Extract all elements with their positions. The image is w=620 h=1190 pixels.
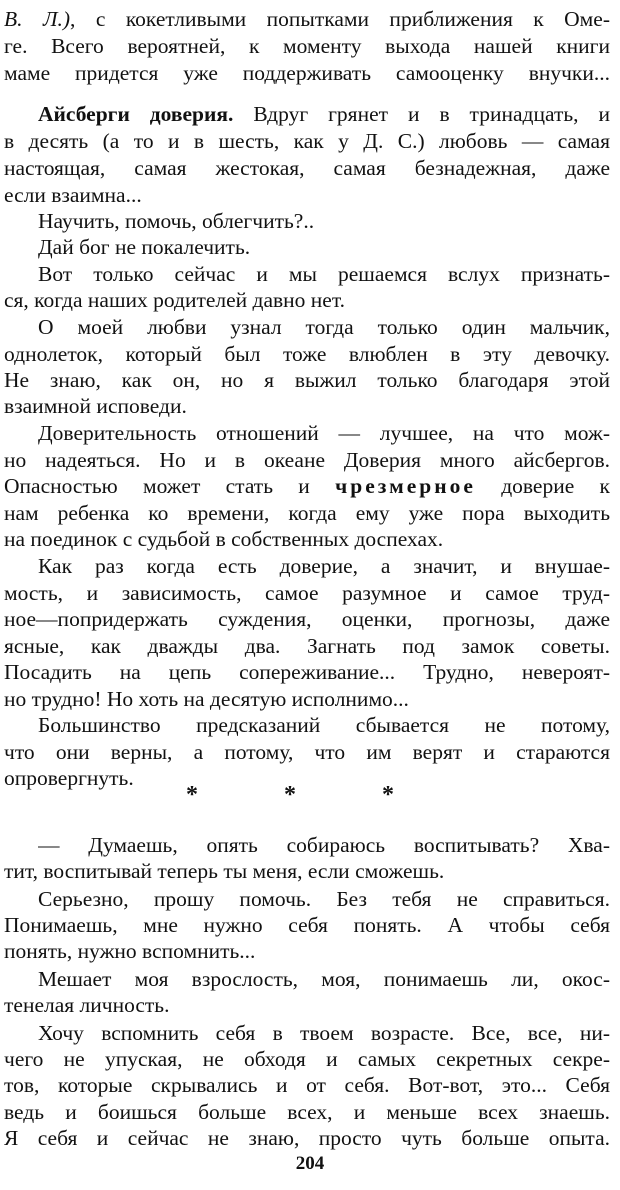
text-line: чего не упуская, не обходя и самых секретных секре- xyxy=(4,1047,610,1071)
text-line: на поединок с судьбой в собственных доспехах. xyxy=(4,527,444,551)
text-line: Большинство предсказаний сбывается не потому, xyxy=(38,713,610,737)
text-line xyxy=(4,6,610,32)
text-line: если взаимна... xyxy=(4,183,142,207)
text-line: ге. Всего вероятней, к моменту выхода нашей книги xyxy=(4,34,610,58)
text-line: Вот только сейчас и мы решаемся вслух признать- xyxy=(38,262,610,286)
text-line: тенелая личность. xyxy=(4,993,170,1017)
text-line: Дай бог не покалечить. xyxy=(38,235,251,259)
page-number: 204 xyxy=(295,1153,325,1174)
text-line: но трудно! Но хоть на десятую исполнимо... xyxy=(4,687,409,711)
spaced-emphasis: чрезмерное xyxy=(335,474,476,498)
text-line: Доверительность отношений — лучшее, на что мож- xyxy=(38,421,610,445)
text-line: настоящая, самая жестокая, самая безнадежная, даже xyxy=(4,156,610,180)
initials-text: В. Л.) xyxy=(4,7,71,31)
text-line: нам ребенка ко времени, когда ему уже пора выходить xyxy=(4,501,610,525)
text-line: но надеяться. Но и в океане Доверия много айсбергов. xyxy=(4,448,610,472)
text-line: — Думаешь, опять собираюсь воспитывать? Хва- xyxy=(38,833,610,857)
text-line: ведь и боишься больше всех, и меньше всех знаешь. xyxy=(4,1100,610,1124)
text-line: понять, нужно вспомнить... xyxy=(4,939,256,963)
section-heading: Айсберги доверия. xyxy=(38,102,234,126)
text-line xyxy=(4,473,610,499)
text-line: Понимаешь, мне нужно себя понять. А чтобы себя xyxy=(4,913,610,937)
text-line: Серьезно, прошу помочь. Без тебя не справиться. xyxy=(38,887,610,911)
text-line: тит, воспитывай теперь ты меня, если сможешь. xyxy=(4,859,445,883)
line-text: , с кокетливыми попытками приближения к Оме- xyxy=(70,7,610,31)
text-line: Не знаю, как он, но я выжил только благодаря этой xyxy=(4,368,610,392)
text-line: ся, когда наших родителей давно нет. xyxy=(4,288,346,312)
text-line: Научить, помочь, облегчить?.. xyxy=(38,209,315,233)
text-line: Хочу вспомнить себя в твоем возрасте. Все, все, ни- xyxy=(38,1021,610,1045)
text-line: мость, и зависимость, самое разумное и самое труд- xyxy=(4,581,610,605)
text-line: О моей любви узнал тогда только один мальчик, xyxy=(38,315,610,339)
text-line xyxy=(38,101,610,127)
section-separator: * * * xyxy=(186,782,434,808)
text-line: ное—попридержать суждения, оценки, прогнозы, даже xyxy=(4,607,610,631)
text-line: маме придется уже поддерживать самооценку внучки... xyxy=(4,61,610,85)
text-line: что они верны, а потому, что им верят и стараются xyxy=(4,740,610,764)
line-text: доверие к xyxy=(475,474,610,498)
line-text: Вдруг грянет и в тринадцать, и xyxy=(233,102,610,126)
line-text: Опасностью может стать и xyxy=(4,474,310,498)
text-line: Мешает моя взрослость, моя, понимаешь ли, окос- xyxy=(38,967,610,991)
text-line: тов, которые скрывались и от себя. Вот-вот, это... Себя xyxy=(4,1073,610,1097)
text-line: Я себя и сейчас не знаю, просто чуть больше опыта. xyxy=(4,1126,610,1150)
text-line: Как раз когда есть доверие, а значит, и внушае- xyxy=(38,554,610,578)
text-line: ясные, как дважды два. Загнать под замок советы. xyxy=(4,634,610,658)
text-line: Посадить на цепь сопереживание... Трудно, невероят- xyxy=(4,660,610,684)
text-line: взаимной исповеди. xyxy=(4,394,187,418)
text-line: в десять (а то и в шесть, как у Д. С.) любовь — самая xyxy=(4,129,610,153)
text-line: однолеток, который был тоже влюблен в эту девочку. xyxy=(4,342,610,366)
text-line: опровергнуть. xyxy=(4,766,134,790)
